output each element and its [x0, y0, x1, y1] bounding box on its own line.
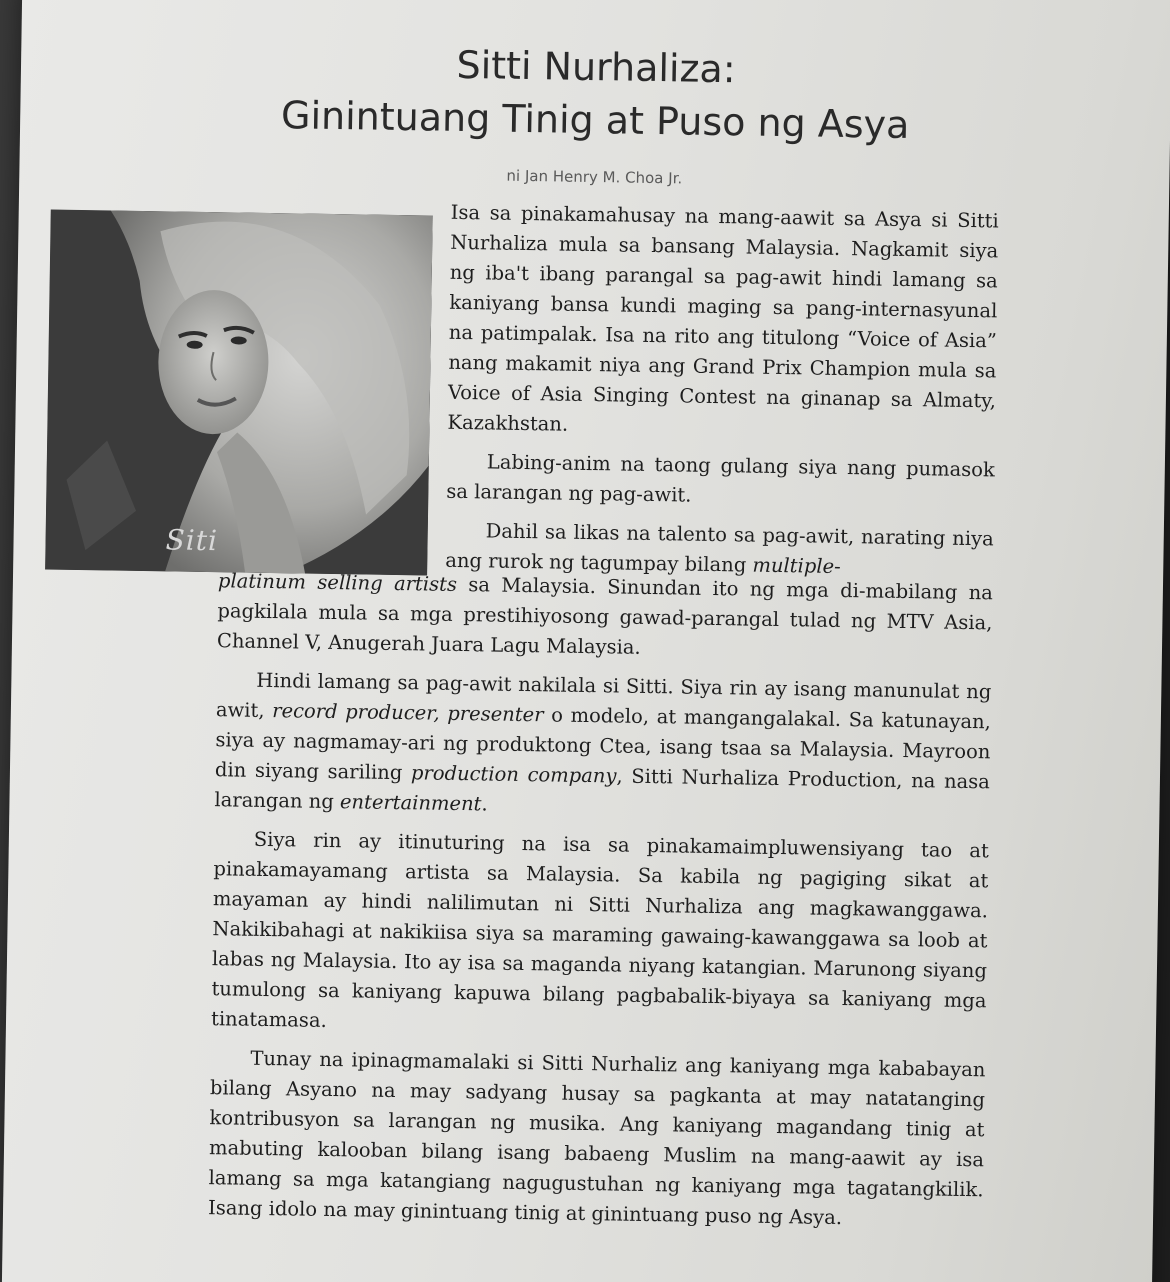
paragraph-1: Isa sa pinakamahusay na mang-aawit sa Asya si Sitti Nurhaliza mula sa bansang Malaysia. Nagkamit siya ng iba't ibang parangal sa pag-awit hindi lamang sa kaniyang bansa kundi maging sa pang-internasyunal na patimpalak. Isa na rito ang titulong “Voice of Asia” nang makamit niya ang Grand Prix Champion mula sa Voice of Asia Singing Contest na ginanap sa Almaty, Kazakhstan.: [447, 200, 999, 436]
paragraph-4-text-b: o modelo, at mangangalakal. Sa katunayan, siya ay nagmamay-ari ng produktong Ctea, isang tsaa sa Malaysia. Mayroon din siyang sariling: [214, 703, 992, 785]
paragraph-4-text-c: , Sitti Nurhaliza Production, na nasa larangan ng: [214, 764, 991, 814]
paragraph-3-continued: [217, 566, 993, 668]
portrait-illustration: [45, 210, 433, 576]
paragraph-4-text-d: .: [481, 792, 488, 816]
article-column-right: [445, 198, 999, 594]
paragraph-6: Tunay na ipinagmamalaki si Sitti Nurhaliz ang kaniyang mga kababayan bilang Asyano na may sadyang husay sa pagkanta at may natatanging kontribusyon sa larangan ng musika. Ang kaniyang magandang tinig at mabuting kalooban bilang isang babaeng Muslim na mang-aawit ay isa lamang sa mga katangiang nagugustuhan ng kaniyang mga tagatangkilik. Isang idolo na may ginintuang tinig at ginintuang puso ng Asya.: [207, 1046, 986, 1230]
paragraph-3-italic-a: multiple-: [752, 553, 841, 578]
article-title-line1: Sitti Nurhaliza:: [456, 42, 736, 92]
paragraph-3-italic-b: platinum selling artists: [217, 569, 458, 596]
paragraph-3-text-end: sa Malaysia. Sinundan ito ng mga di-mabilang na pagkilala mula sa mga prestihiyosong gawad-parangal tulad ng MTV Asia, Channel V, Anugerah Juara Lagu Malaysia.: [216, 572, 994, 659]
portrait-signature: Siti: [165, 523, 219, 558]
article-byline: ni Jan Henry M. Choa Jr.: [506, 166, 683, 188]
book-page: [2, 0, 1170, 1282]
portrait-photo: [45, 210, 433, 576]
paragraph-4-italic-1: record producer, presenter: [272, 699, 544, 727]
paragraph-2: Labing-anim na taong gulang siya nang pumasok sa larangan ng pag-awit.: [446, 450, 995, 507]
paragraph-5: Siya rin ay itinuturing na isa sa pinakamaimpluwensiyang tao at pinakamayamang artista sa Malaysia. Sa kabila ng pagiging sikat at mayaman ay hindi nalilimutan ni Sitti Nurhaliza ang magkawanggawa. Nakikibahagi at nakikiisa siya sa maraming gawaing-kawanggawa sa loob at labas ng Malaysia. Ito ay isa sa maganda niyang katangian. Marunong siyang tumulong sa kaniyang kapuwa bilang pagbabalik-biyaya sa kaniyang mga tinatamasa.: [210, 827, 989, 1032]
article-body-full-width: [208, 566, 993, 1244]
paragraph-4-text-a: Hindi lamang sa pag-awit nakilala si Sitti. Siya rin ay isang manunulat ng awit,: [215, 668, 992, 723]
paragraph-4: [214, 665, 991, 827]
paragraph-4-italic-2: production company: [410, 761, 617, 788]
paragraph-3-text-a: Dahil sa likas na talento sa pag-awit, narating niya ang rurok ng tagumpay bilang: [445, 519, 994, 577]
article-title-line2: Ginintuang Tinig at Puso ng Asya: [280, 93, 910, 147]
paragraph-4-italic-3: entertainment: [339, 790, 482, 816]
